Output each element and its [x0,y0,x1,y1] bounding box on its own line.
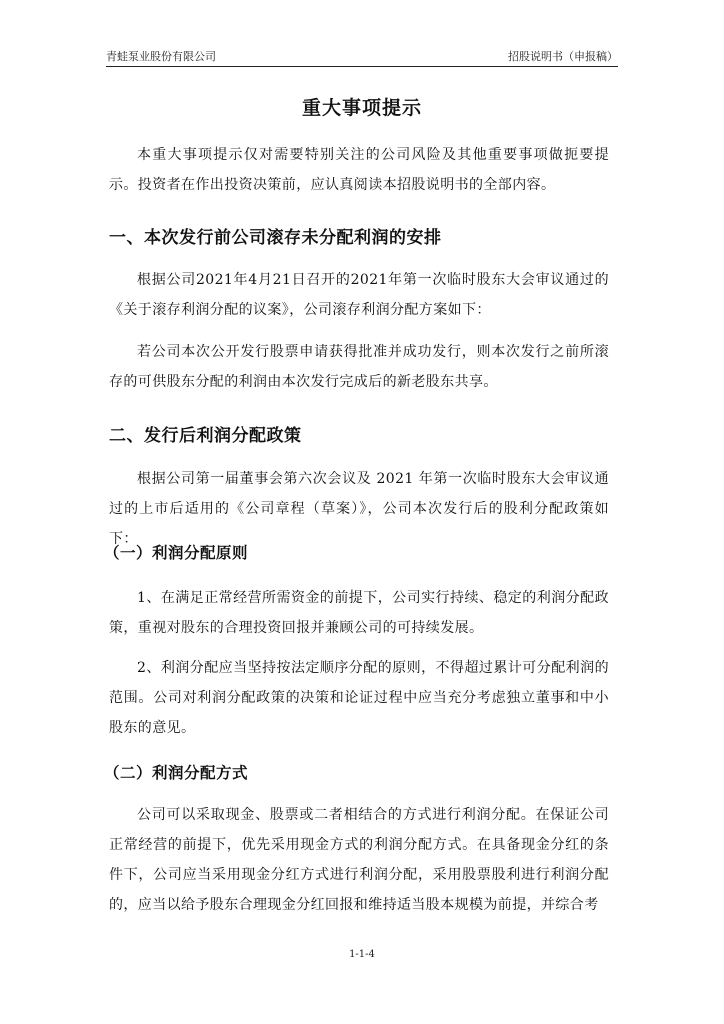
section-1-heading: 一、本次发行前公司滚存未分配利润的安排 [109,228,442,248]
subsection-1-paragraph-1: 1、在满足正常经营所需资金的前提下，公司实行持续、稳定的利润分配政策，重视对股东的合理投资回报并兼顾公司的可持续发展。 [109,590,609,636]
subsection-1-paragraph-2: 2、利润分配应当坚持按法定顺序分配的原则，不得超过累计可分配利润的范围。公司对利润分配政策的决策和论证过程中应当充分考虑独立董事和中小股东的意见。 [109,660,609,736]
section-1-paragraph-2: 若公司本次公开发行股票申请获得批准并成功发行，则本次发行之前所滚存的可供股东分配的利润由本次发行完成后的新老股东共享。 [109,344,609,390]
header-divider [106,66,618,67]
subsection-2-heading: （二）利润分配方式 [104,764,249,782]
subsection-2-paragraph-1: 公司可以采取现金、股票或二者相结合的方式进行利润分配。在保证公司正常经营的前提下，优先采用现金方式的利润分配方式。在具备现金分红的条件下，公司应当采用现金分红方式进行利润分配，采用股票股利进行利润分配的，应当以给予股东合理现金分红回报和维持适当股本规模为前提，并综合考 [109,807,609,913]
page-number: 1-1-4 [349,949,375,960]
page-header [106,50,618,66]
page-title: 重大事项提示 [301,97,422,119]
header-company-name: 青蛙泵业股份有限公司 [106,50,216,63]
section-2-heading: 二、发行后利润分配政策 [109,426,302,446]
subsection-1-heading: （一）利润分配原则 [104,544,249,562]
section-1-paragraph-1: 根据公司2021年4月21日召开的2021年第一次临时股东大会审议通过的《关于滚存利润分配的议案》，公司滚存利润分配方案如下： [109,272,609,318]
intro-paragraph: 本重大事项提示仅对需要特别关注的公司风险及其他重要事项做扼要提示。投资者在作出投资决策前，应认真阅读本招股说明书的全部内容。 [109,147,609,193]
header-document-type: 招股说明书（申报稿） [508,50,618,63]
section-2-paragraph-1: 根据公司第一届董事会第六次会议及 2021 年第一次临时股东大会审议通过的上市后适用的《公司章程（草案）》，公司本次发行后的股利分配政策如下： [109,471,609,547]
